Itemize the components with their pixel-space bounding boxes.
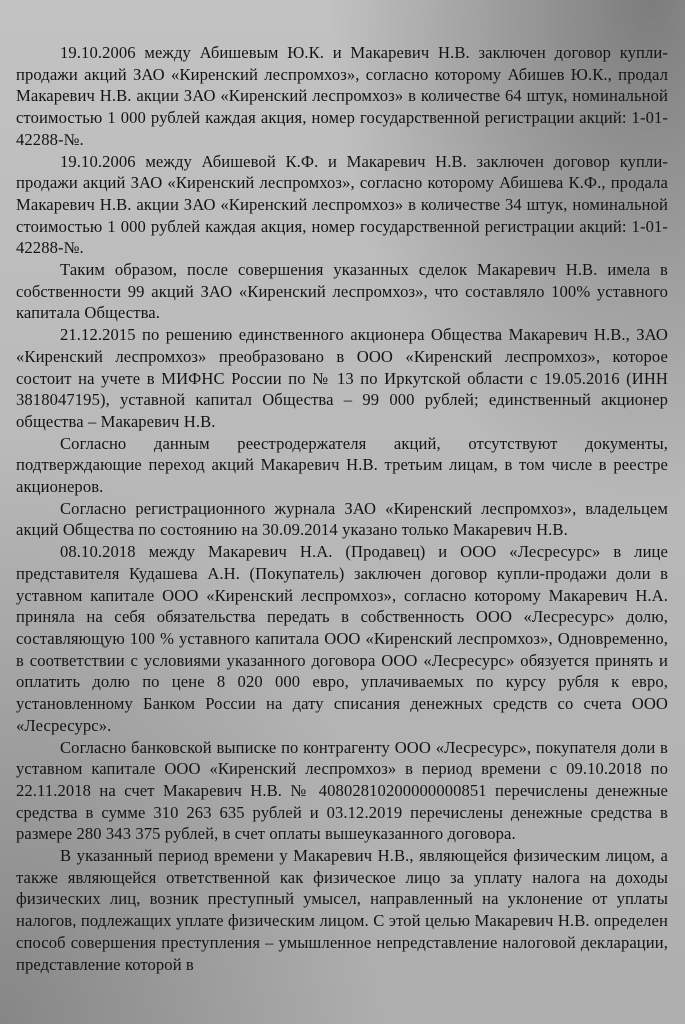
paragraph-registrar-data: Согласно данным реестродержателя акций, отсутствуют документы, подтверждающие переход акций Макаревич Н.В. третьим лицам, в том числе в реестре акционеров. [16,433,668,497]
paragraph-ownership-summary: Таким образом, после совершения указанных сделок Макаревич Н.В. имела в собственности 99 акций ЗАО «Киренский леспромхоз», что составляло 100% уставного капитала Общества. [16,260,668,323]
paragraph-reorganization: 21.12.2015 по решению единственного акционера Общества Макаревич Н.В., ЗАО «Киренский леспромхоз» преобразовано в ООО «Киренский леспромхоз», которое состоит на учете в МИФНС России по № 13 по Иркутской области с 19.05.2016 (ИНН 3818047195), уставной капитал Общества – 99 000 рублей; единственный акционер общества – Макаревич Н.В. [16,325,668,431]
document-page [16,42,668,1022]
paragraph-abisheva-contract: 19.10.2006 между Абишевой К.Ф. и Макаревич Н.В. заключен договор купли-продажи акций ЗАО «Киренский леспромхоз», согласно которому Абишева К.Ф., продала Макаревич Н.В. акции ЗАО «Киренский леспромхоз» в количестве 34 штук, номинальной стоимостью 1 000 рублей каждая акция, номер государственной регистрации акций: 1-01-42288-№. [16,151,668,258]
paragraph-bank-statement: Согласно банковской выписке по контрагенту ООО «Лесресурс», покупателя доли в уставном капитале ООО «Киренский леспромхоз» в период времени с 09.10.2018 по 22.11.2018 на счет Макаревич Н.В. № 40802810200000000851 перечислены денежные средства в сумме 310 263 635 рублей и 03.12.2019 перечислены денежные средства в размере 280 343 375 рублей, в счет оплаты вышеуказанного договора. [16,737,668,844]
paragraph-abishev-contract: 19.10.2006 между Абишевым Ю.К. и Макаревич Н.В. заключен договор купли-продажи акций ЗАО «Киренский леспромхоз», согласно которому Абишев Ю.К., продал Макаревич Н.В. акции ЗАО «Киренский леспромхоз» в количестве 64 штук, номинальной стоимостью 1 000 рублей каждая акция, номер государственной регистрации акций: 1-01-42288-№. [16,43,668,149]
paragraph-criminal-intent: В указанный период времени у Макаревич Н.В., являющейся физическим лицом, а также являющейся ответственной как физическое лицо за уплату налога на доходы физических лиц, возник преступный умысел, направленный на уклонение от уплаты налогов, подлежащих уплате физическим лицом. С этой целью Макаревич Н.В. определен способ совершения преступления – умышленное непредставление налоговой декларации, представление которой в [16,846,668,974]
paragraph-registration-journal: Согласно регистрационного журнала ЗАО «Киренский леспромхоз», владельцем акций Общества по состоянию на 30.09.2014 указано только Макаревич Н.В. [16,498,668,540]
paragraph-share-sale-contract: 08.10.2018 между Макаревич Н.А. (Продавец) и ООО «Лесресурс» в лице представителя Кудашева А.Н. (Покупатель) заключен договор купли-продажи доли в уставном капитале ООО «Киренский леспромхоз», согласно которому Макаревич Н.А. приняла на себя обязательства передать в собственность ООО «Лесресурс» долю, составляющую 100 % уставного капитала ООО «Киренский леспромхоз», Одновременно, в соответствии с условиями указанного договора ООО «Лесресурс» обязуется принять и оплатить долю по цене 8 020 000 евро, уплачиваемых по курсу рубля к евро, установленному Банком России на дату списания денежных средств со счета ООО «Лесресурс». [16,542,668,735]
